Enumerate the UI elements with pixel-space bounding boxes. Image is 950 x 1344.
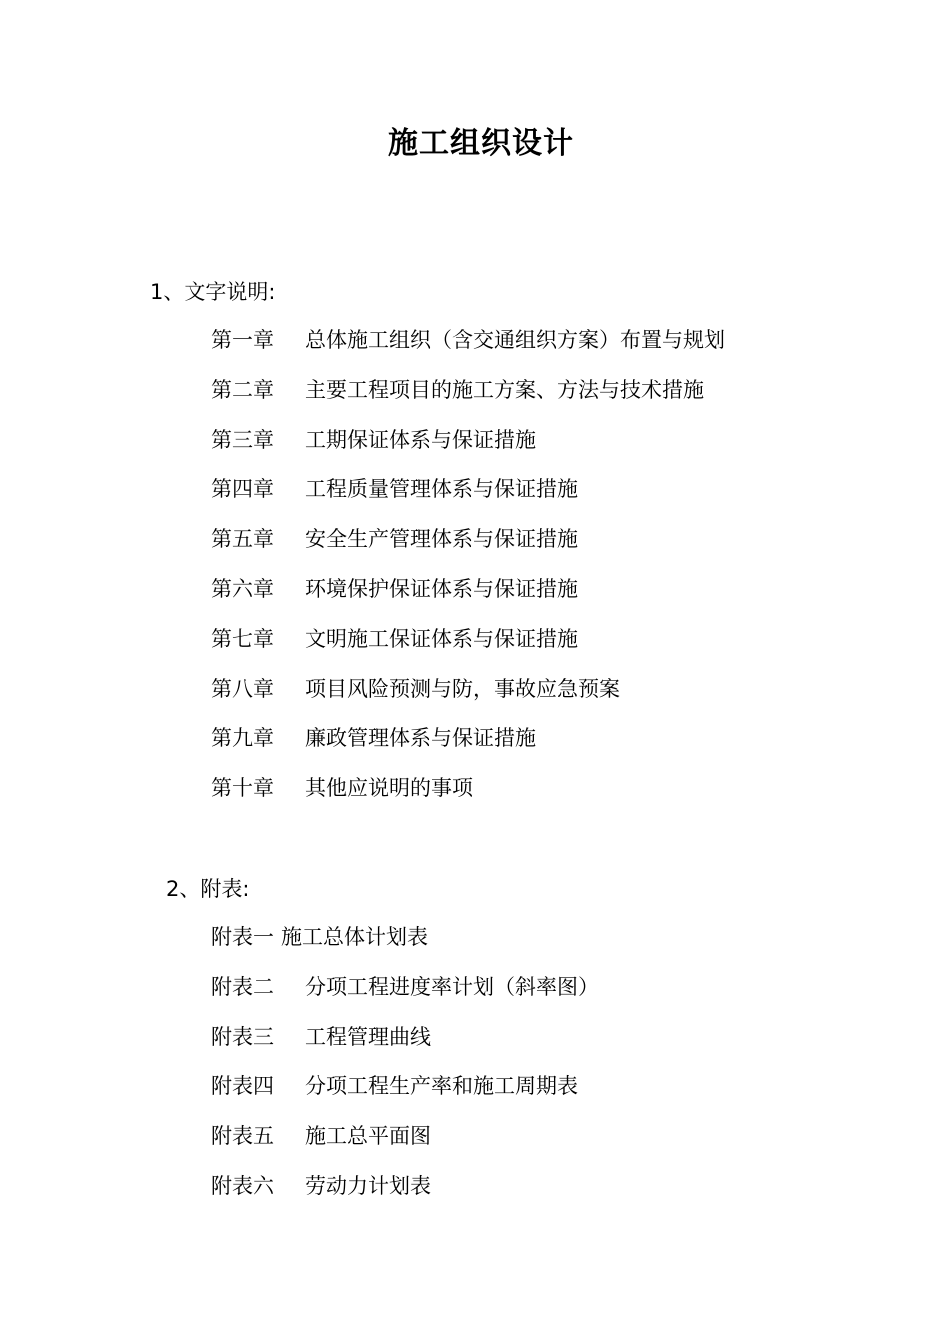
chapter-title: 工程质量管理体系与保证措施 xyxy=(305,477,578,502)
chapter-label: 第四章 xyxy=(211,477,274,502)
appendix-title: 施工总体计划表 xyxy=(281,925,428,949)
chapter-item xyxy=(211,774,725,824)
chapter-label: 第二章 xyxy=(211,377,274,402)
chapter-label: 第五章 xyxy=(211,527,274,552)
section-heading-appendix: 2、附表: xyxy=(166,877,250,901)
chapter-item xyxy=(211,675,725,725)
chapter-label: 第九章 xyxy=(211,726,274,751)
chapter-item xyxy=(211,625,725,675)
appendix-label: 附表三 xyxy=(211,1024,274,1049)
chapter-title: 项目风险预测与防，事故应急预案 xyxy=(305,676,620,701)
appendix-title: 分项工程进度率计划（斜率图） xyxy=(305,974,599,999)
chapter-label: 第八章 xyxy=(211,676,274,701)
chapter-title: 环境保护保证体系与保证措施 xyxy=(305,576,578,601)
appendix-item xyxy=(211,923,599,973)
chapter-title: 廉政管理体系与保证措施 xyxy=(305,726,536,751)
appendix-item xyxy=(211,1172,599,1222)
appendix-label: 附表二 xyxy=(211,974,274,999)
appendix-title: 劳动力计划表 xyxy=(305,1173,431,1198)
chapter-title: 其他应说明的事项 xyxy=(305,776,473,801)
chapter-title: 文明施工保证体系与保证措施 xyxy=(305,626,578,651)
chapter-item xyxy=(211,326,725,376)
chapter-item xyxy=(211,475,725,525)
chapter-label: 第三章 xyxy=(211,427,274,452)
chapter-label: 第六章 xyxy=(211,576,274,601)
document-title: 施工组织设计 xyxy=(388,126,574,161)
appendix-item xyxy=(211,1072,599,1122)
appendix-item xyxy=(211,1122,599,1172)
chapter-label: 第十章 xyxy=(211,776,274,801)
appendix-list xyxy=(211,923,599,1222)
appendix-label: 附表四 xyxy=(211,1074,274,1099)
chapter-label: 第一章 xyxy=(211,328,274,352)
appendix-title: 分项工程生产率和施工周期表 xyxy=(305,1074,578,1099)
chapter-item xyxy=(211,376,725,426)
chapter-title: 总体施工组织（含交通组织方案）布置与规划 xyxy=(305,328,725,352)
appendix-label: 附表六 xyxy=(211,1173,274,1198)
chapter-item xyxy=(211,575,725,625)
chapter-list xyxy=(211,326,725,824)
section-heading-text-description: 1、文字说明: xyxy=(150,280,276,304)
chapter-item xyxy=(211,724,725,774)
chapter-title: 主要工程项目的施工方案、方法与技术措施 xyxy=(305,377,704,402)
chapter-label: 第七章 xyxy=(211,626,274,651)
appendix-item xyxy=(211,973,599,1023)
chapter-item xyxy=(211,426,725,476)
appendix-item xyxy=(211,1023,599,1073)
appendix-label: 附表五 xyxy=(211,1124,274,1149)
chapter-title: 安全生产管理体系与保证措施 xyxy=(305,527,578,552)
chapter-title: 工期保证体系与保证措施 xyxy=(305,427,536,452)
appendix-label: 附表一 xyxy=(211,925,274,949)
chapter-item xyxy=(211,525,725,575)
appendix-title: 工程管理曲线 xyxy=(305,1024,431,1049)
appendix-title: 施工总平面图 xyxy=(305,1124,431,1149)
